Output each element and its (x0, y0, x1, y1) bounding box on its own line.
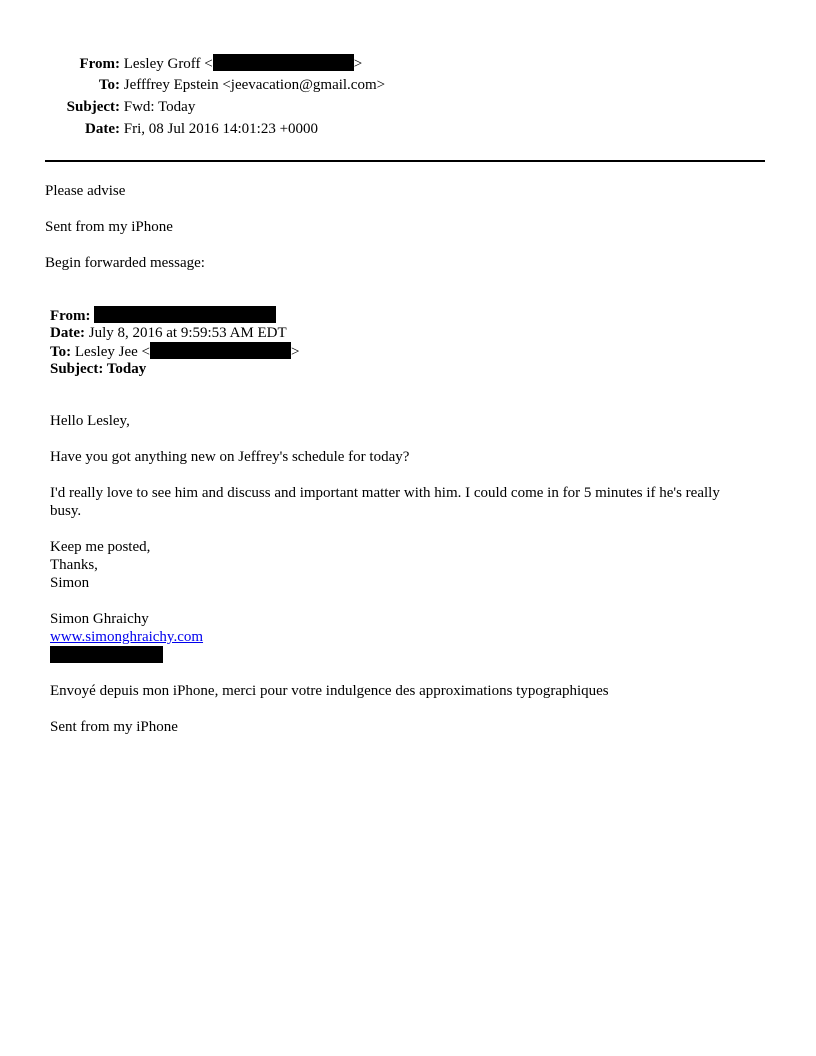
date-label: Date: (85, 121, 120, 137)
date-value: Fri, 08 Jul 2016 14:01:23 +0000 (123, 121, 319, 137)
closing: Keep me posted, (50, 539, 151, 555)
paragraph: Envoyé depuis mon iPhone, merci pour votre indulgence des approximations typographiques (50, 683, 609, 699)
body-line: Begin forwarded message: (45, 255, 205, 271)
fwd-from-label: From: (50, 308, 91, 324)
fwd-date (50, 324, 287, 342)
fwd-to-value: Lesley Jee < (74, 344, 150, 360)
fwd-to-close: > (290, 344, 300, 360)
header-from (0, 54, 362, 73)
closing: Simon (50, 575, 90, 591)
signature-link[interactable]: www.simonghraichy.com (50, 629, 204, 645)
signature-link-wrap (50, 628, 203, 646)
paragraph: Have you got anything new on Jeffrey's schedule for today? (50, 449, 410, 465)
to-label: To: (98, 77, 120, 93)
redaction (150, 342, 291, 359)
subject-value: Fwd: Today (123, 99, 196, 115)
fwd-date-value: July 8, 2016 at 9:59:53 AM EDT (88, 325, 287, 341)
closing: Thanks, (50, 557, 98, 573)
redaction (213, 54, 354, 71)
signature-name: Simon Ghraichy (50, 611, 149, 627)
redaction (50, 646, 163, 663)
paragraph: I'd really love to see him and discuss and important matter with him. I could come in for 5 minutes if he's really (50, 485, 720, 501)
fwd-date-label: Date: (50, 325, 85, 341)
signature-redaction-line (50, 646, 163, 665)
from-close: > (353, 56, 363, 72)
fwd-to-label: To: (50, 344, 72, 360)
redaction (94, 306, 276, 323)
paragraph: busy. (50, 503, 82, 519)
divider (45, 160, 765, 162)
fwd-subject: Subject: Today (50, 361, 147, 377)
greeting: Hello Lesley, (50, 413, 130, 429)
subject-label: Subject: (66, 99, 120, 115)
body-line: Please advise (45, 183, 126, 199)
header-subject (0, 98, 195, 116)
header-date (0, 120, 318, 138)
fwd-from (50, 306, 276, 325)
to-value: Jefffrey Epstein <jeevacation@gmail.com> (123, 77, 386, 93)
body-line: Sent from my iPhone (45, 219, 173, 235)
paragraph: Sent from my iPhone (50, 719, 178, 735)
header-to (0, 76, 385, 94)
from-label: From: (79, 56, 120, 72)
fwd-to (50, 342, 299, 361)
from-value: Lesley Groff < (123, 56, 213, 72)
